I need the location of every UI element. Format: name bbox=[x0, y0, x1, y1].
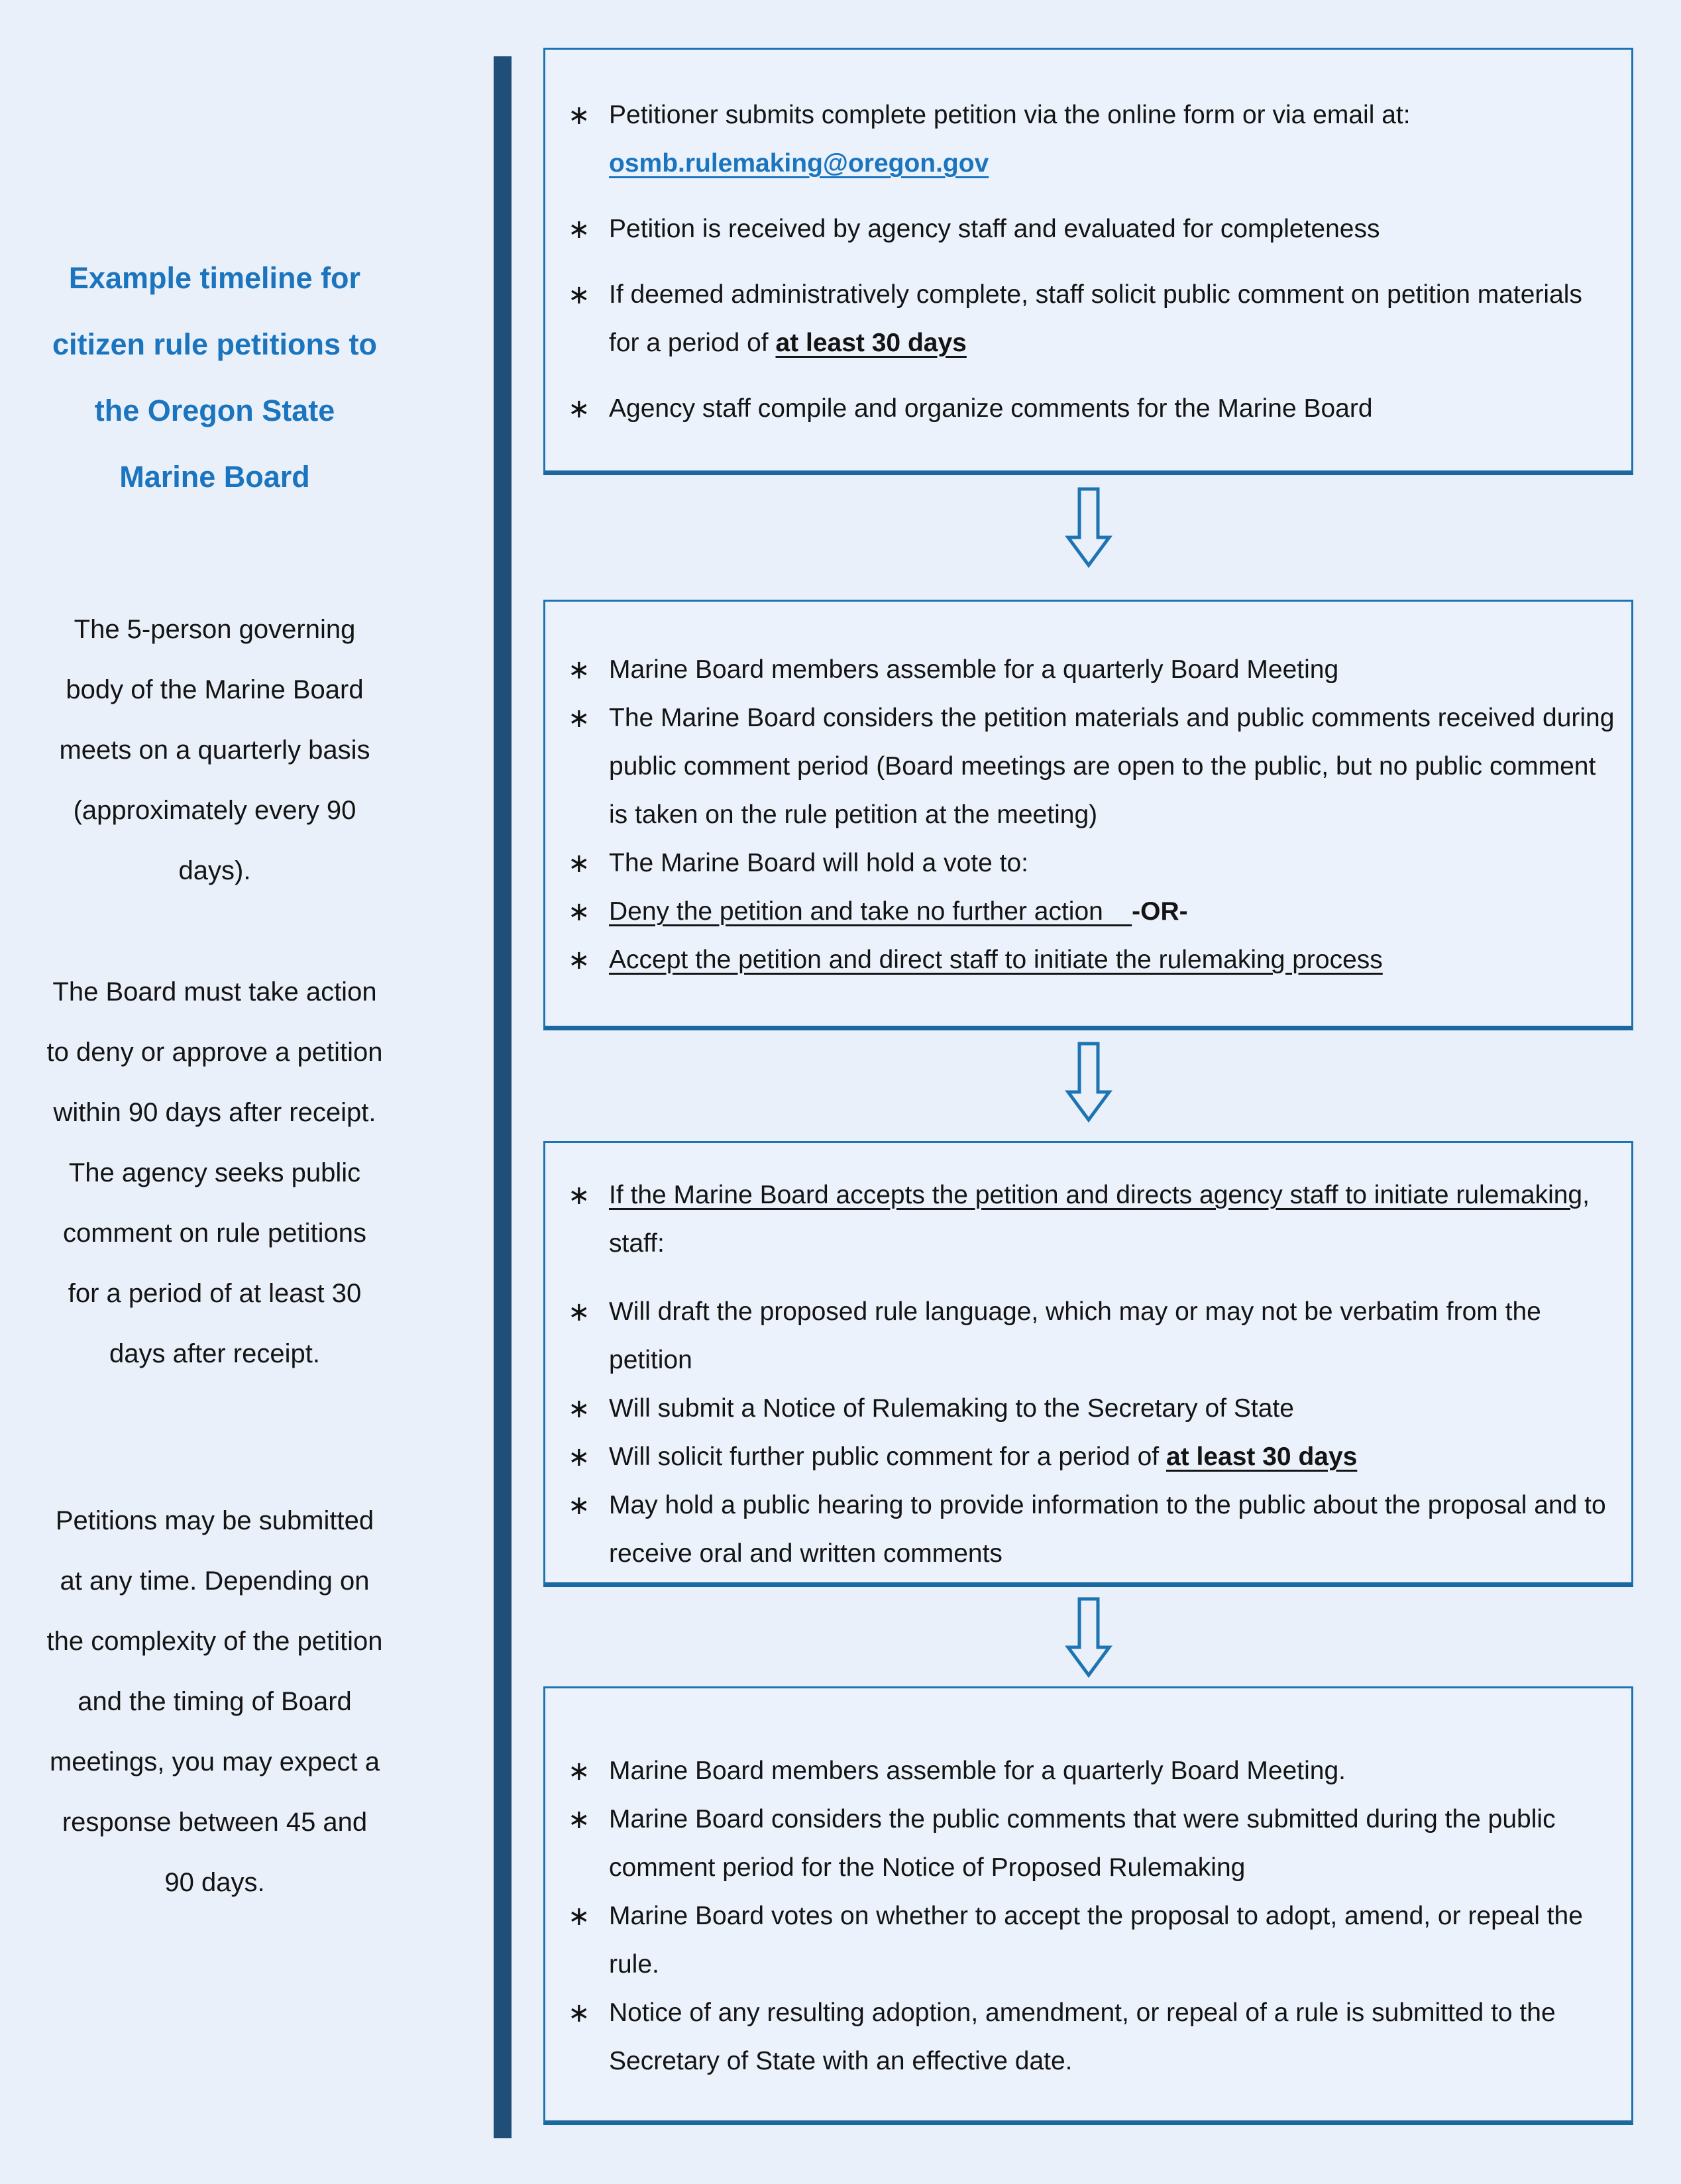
bullet-text: The Marine Board considers the petition materials and public comments received during public comment period (Board meetings are open to the public, but no public comment is taken on the rule petition at the meeting) bbox=[609, 704, 1615, 829]
bullet-item bbox=[609, 694, 1619, 839]
down-arrow-icon bbox=[1059, 1042, 1118, 1122]
down-arrow-icon bbox=[1059, 1597, 1118, 1678]
bullet-item bbox=[609, 1481, 1619, 1578]
bullet-item bbox=[609, 1892, 1619, 1989]
bullet-text: at least 30 days bbox=[775, 329, 967, 357]
sidebar bbox=[45, 0, 384, 2184]
bullet-text: at least 30 days bbox=[1166, 1443, 1358, 1471]
bullet-list bbox=[545, 1143, 1631, 1578]
bullet-list bbox=[545, 602, 1631, 984]
flow-column bbox=[543, 48, 1633, 2128]
bullet-list bbox=[545, 1688, 1631, 2085]
bullet-item bbox=[609, 1384, 1619, 1433]
bullet-text: If the Marine Board accepts the petition and directs agency staff to initiate rulemaking bbox=[609, 1181, 1583, 1209]
bullet-text: If deemed administratively complete, staff solicit public comment on petition materials for a period of bbox=[609, 280, 1582, 357]
bullet-text: The Marine Board will hold a vote to: bbox=[609, 849, 1028, 877]
flow-box-petition-submission bbox=[543, 48, 1633, 475]
bullet-item bbox=[609, 1747, 1619, 1795]
down-arrow-icon bbox=[1059, 487, 1118, 568]
bullet-item bbox=[609, 91, 1619, 188]
bullet-text: Marine Board members assemble for a quarterly Board Meeting bbox=[609, 655, 1339, 684]
bullet-item bbox=[609, 887, 1619, 936]
flow-box-rulemaking-initiation bbox=[543, 1141, 1633, 1587]
bullet-list bbox=[545, 50, 1631, 433]
bullet-item bbox=[609, 645, 1619, 694]
bullet-item bbox=[609, 1795, 1619, 1892]
flow-box-board-vote bbox=[543, 600, 1633, 1030]
bullet-text: Petitioner submits complete petition via the online form or via email at: bbox=[609, 101, 1411, 129]
bullet-text: Will submit a Notice of Rulemaking to the Secretary of State bbox=[609, 1394, 1294, 1423]
bullet-item bbox=[609, 1287, 1619, 1384]
bullet-text: Marine Board members assemble for a quarterly Board Meeting. bbox=[609, 1757, 1346, 1785]
bullet-text: Agency staff compile and organize comments for the Marine Board bbox=[609, 394, 1373, 423]
bullet-item bbox=[609, 1989, 1619, 2085]
bullet-text: Deny the petition and take no further action bbox=[609, 897, 1132, 926]
sidebar-paragraph-submission-timing: Petitions may be submitted at any time. Depending on the complexity of the petition and the timing of Board meetings, you may expect a response between 45 and 90 days. bbox=[46, 1506, 383, 1897]
bullet-item bbox=[609, 1171, 1619, 1268]
bullet-item bbox=[609, 839, 1619, 887]
sidebar-paragraph-board-action: The Board must take action to deny or approve a petition within 90 days after receipt. The agency seeks public comment on rule petitions for a period of at least 30 days after receipt. bbox=[46, 977, 383, 1368]
sidebar-paragraph-meeting-schedule: The 5-person governing body of the Marine Board meets on a quarterly basis (approximately every 90 days). bbox=[59, 615, 370, 885]
bullet-item bbox=[609, 205, 1619, 253]
bullet-item bbox=[609, 1433, 1619, 1481]
bullet-item bbox=[609, 384, 1619, 433]
vertical-divider-bar bbox=[494, 56, 512, 2138]
flow-box-final-decision bbox=[543, 1686, 1633, 2125]
bullet-text: May hold a public hearing to provide information to the public about the proposal and to receive oral and written comments bbox=[609, 1491, 1606, 1568]
bullet-text: Notice of any resulting adoption, amendment, or repeal of a rule is submitted to the Secretary of State with an effective date. bbox=[609, 1998, 1556, 2075]
bullet-text: Marine Board considers the public comments that were submitted during the public comment period for the Notice of Proposed Rulemaking bbox=[609, 1805, 1556, 1882]
bullet-item bbox=[609, 936, 1619, 984]
bullet-item bbox=[609, 270, 1619, 367]
bullet-text: -OR- bbox=[1132, 897, 1188, 926]
bullet-text: Petition is received by agency staff and evaluated for completeness bbox=[609, 215, 1380, 243]
bullet-text: Marine Board votes on whether to accept the proposal to adopt, amend, or repeal the rule. bbox=[609, 1902, 1583, 1979]
email-link[interactable]: osmb.rulemaking@oregon.gov bbox=[609, 149, 989, 178]
bullet-text: Will solicit further public comment for a period of bbox=[609, 1443, 1166, 1471]
page-title: Example timeline for citizen rule petitions to the Oregon State Marine Board bbox=[52, 261, 378, 494]
bullet-text: , staff: bbox=[609, 1181, 1590, 1258]
bullet-text: Accept the petition and direct staff to initiate the rulemaking process bbox=[609, 946, 1383, 974]
bullet-text: Will draft the proposed rule language, which may or may not be verbatim from the petition bbox=[609, 1297, 1541, 1374]
